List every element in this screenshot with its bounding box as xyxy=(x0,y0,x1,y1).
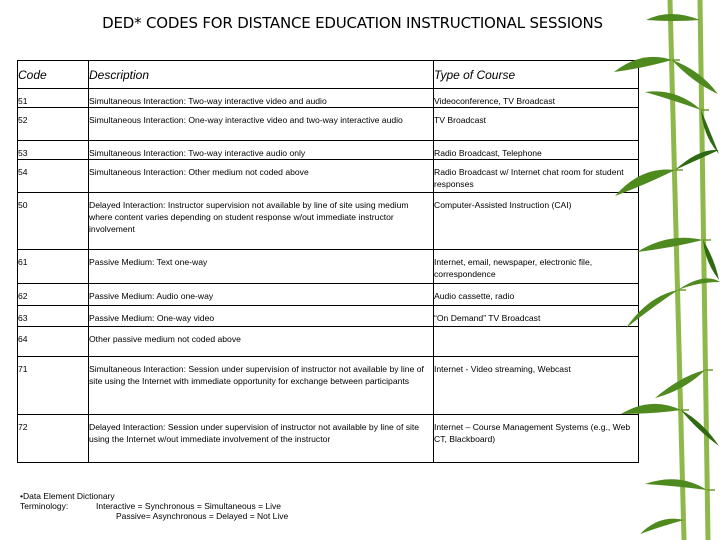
row-description: Passive Medium: Audio one-way xyxy=(89,284,434,306)
row-type: Internet, email, newspaper, electronic file, correspondence xyxy=(434,250,639,284)
row-description: Delayed Interaction: Session under supervision of instructor not available by line of site using the Internet w/out immediate involvement of the instructor xyxy=(89,415,434,463)
footnote-definition: •Data Element Dictionary xyxy=(20,491,115,501)
row-code: 54 xyxy=(18,160,89,193)
row-type: Radio Broadcast, Telephone xyxy=(434,141,639,160)
row-code: 51 xyxy=(18,89,89,108)
row-code: 53 xyxy=(18,141,89,160)
row-type: Radio Broadcast w/ Internet chat room for student responses xyxy=(434,160,639,193)
column-header-code: Code xyxy=(18,61,89,89)
row-code: 63 xyxy=(18,306,89,327)
terminology-not-live: Passive= Asynchronous = Delayed = Not Live xyxy=(116,511,289,521)
row-code: 61 xyxy=(18,250,89,284)
column-header-type: Type of Course xyxy=(434,61,639,89)
row-type: Computer-Assisted Instruction (CAI) xyxy=(434,193,639,250)
row-description: Passive Medium: Text one-way xyxy=(89,250,434,284)
row-code: 62 xyxy=(18,284,89,306)
bamboo-decoration xyxy=(600,0,720,540)
row-code: 52 xyxy=(18,108,89,141)
row-code: 64 xyxy=(18,327,89,357)
row-type: “On Demand” TV Broadcast xyxy=(434,306,639,327)
row-code: 72 xyxy=(18,415,89,463)
row-code: 50 xyxy=(18,193,89,250)
table-row xyxy=(18,89,639,108)
row-description: Other passive medium not coded above xyxy=(89,327,434,357)
row-type: TV Broadcast xyxy=(434,108,639,141)
table-row xyxy=(18,327,639,357)
table-row xyxy=(18,160,639,193)
table-row xyxy=(18,108,639,141)
table-row xyxy=(18,306,639,327)
row-type: Internet – Course Management Systems (e.g., Web CT, Blackboard) xyxy=(434,415,639,463)
slide-title: DED* CODES FOR DISTANCE EDUCATION INSTRUCTIONAL SESSIONS xyxy=(102,14,603,32)
row-type: Videoconference, TV Broadcast xyxy=(434,89,639,108)
ded-codes-table xyxy=(17,60,639,463)
table-row xyxy=(18,284,639,306)
row-description: Simultaneous Interaction: One-way interactive video and two-way interactive audio xyxy=(89,108,434,141)
row-description: Simultaneous Interaction: Session under supervision of instructor not available by line of site using the Internet with immediate opportunity for exchange between participants xyxy=(89,357,434,415)
table-row xyxy=(18,141,639,160)
row-description: Simultaneous Interaction: Other medium not coded above xyxy=(89,160,434,193)
row-code: 71 xyxy=(18,357,89,415)
terminology-live: Interactive = Synchronous = Simultaneous = Live xyxy=(96,501,281,511)
table-row xyxy=(18,250,639,284)
table-row xyxy=(18,415,639,463)
row-description: Passive Medium: One-way video xyxy=(89,306,434,327)
row-type: Audio cassette, radio xyxy=(434,284,639,306)
terminology-label: Terminology: xyxy=(20,501,69,511)
row-description: Delayed Interaction: Instructor supervision not available by line of site using medium where content varies depending on student response w/out immediate instructor involvement xyxy=(89,193,434,250)
table-row xyxy=(18,193,639,250)
row-description: Simultaneous Interaction: Two-way interactive audio only xyxy=(89,141,434,160)
row-type: Internet - Video streaming, Webcast xyxy=(434,357,639,415)
table-row xyxy=(18,357,639,415)
column-header-description: Description xyxy=(89,61,434,89)
table-header-row xyxy=(18,61,639,89)
row-description: Simultaneous Interaction: Two-way interactive video and audio xyxy=(89,89,434,108)
footnote xyxy=(20,491,288,521)
